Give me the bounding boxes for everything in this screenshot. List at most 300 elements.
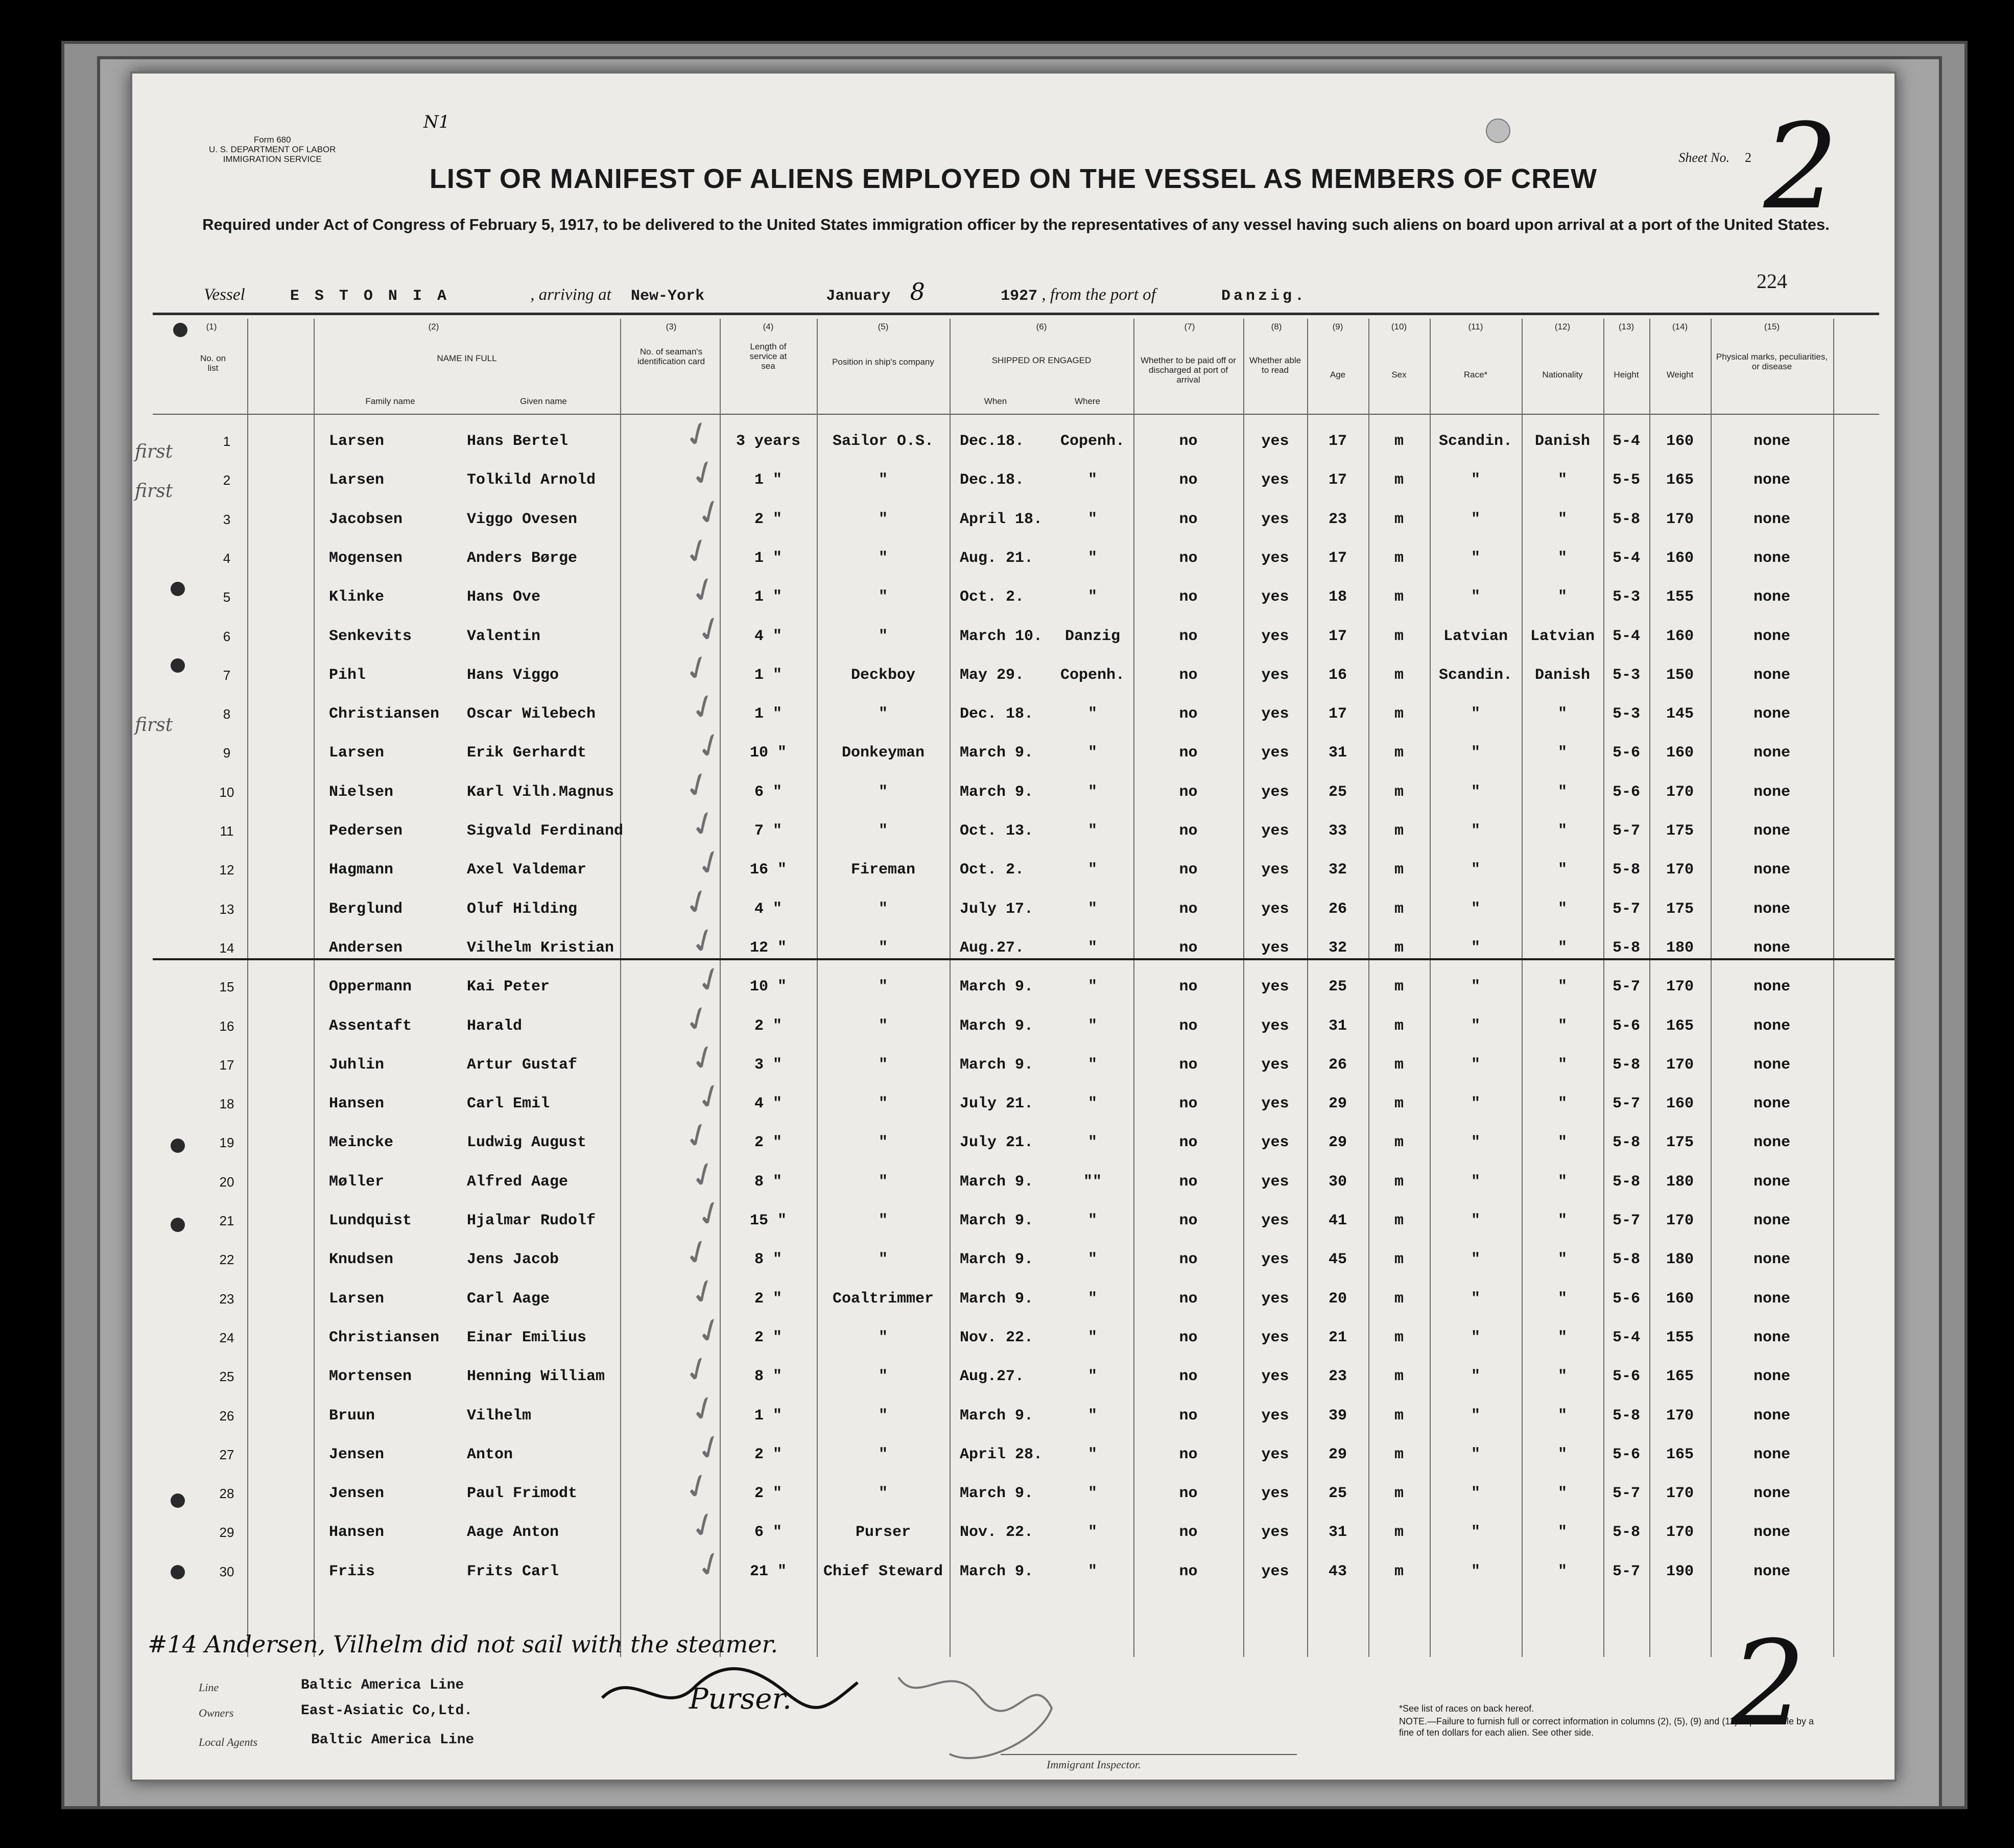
sex-cell: m [1394, 939, 1404, 957]
header-sex: Sex [1391, 370, 1407, 380]
sheet-number: 2 [1745, 150, 1751, 165]
given-name-cell: Artur Gustaf [467, 1056, 578, 1074]
check-mark: ✓ [690, 1308, 730, 1354]
nationality-cell: " [1557, 744, 1567, 762]
weight-cell: 190 [1666, 1562, 1694, 1580]
shipped-when-cell: April 28. [960, 1446, 1043, 1463]
given-name-cell: Sigvald Ferdinand [467, 822, 624, 840]
able-read-cell: yes [1261, 783, 1289, 801]
shipped-where-cell: " [1087, 978, 1097, 996]
shipped-where-cell: " [1087, 900, 1097, 918]
paid-off-cell: no [1179, 1446, 1198, 1463]
physical-cell: none [1753, 510, 1790, 528]
header-id-card: No. of seaman's identification card [637, 347, 705, 366]
punch-hole [171, 582, 185, 596]
race-cell: " [1471, 1173, 1480, 1191]
family-name-cell: Knudsen [329, 1251, 394, 1269]
check-mark: ✓ [690, 724, 730, 769]
height-cell: 5-8 [1612, 510, 1640, 528]
length-service-cell: 1 " [754, 549, 782, 567]
header-given-name: Given name [520, 396, 567, 406]
position-cell: " [878, 1446, 888, 1463]
row-number-cell: 23 [219, 1291, 234, 1307]
table-row [132, 1074, 1894, 1132]
shipped-where-cell: Copenh. [1060, 666, 1125, 684]
sex-cell: m [1394, 1329, 1404, 1346]
weight-cell: 170 [1666, 978, 1694, 996]
able-read-cell: yes [1261, 939, 1289, 957]
age-cell: 45 [1328, 1251, 1347, 1269]
form-identifier [209, 135, 336, 164]
check-mark: ✓ [678, 529, 718, 575]
sex-cell: m [1394, 1524, 1404, 1542]
given-name-cell: Henning William [467, 1368, 605, 1386]
race-cell: " [1471, 1251, 1480, 1269]
family-name-cell: Klinke [329, 588, 385, 606]
sex-cell: m [1394, 1095, 1404, 1113]
age-cell: 16 [1328, 666, 1347, 684]
margin-note-8: first [135, 715, 173, 736]
able-read-cell: yes [1261, 433, 1289, 450]
table-row [132, 412, 1894, 470]
row-number-cell: 30 [219, 1563, 234, 1579]
top-mark: N1 [423, 112, 450, 132]
able-read-cell: yes [1261, 1173, 1289, 1191]
check-mark: ✓ [690, 490, 730, 535]
race-cell: " [1471, 822, 1480, 840]
sex-cell: m [1394, 783, 1404, 801]
weight-cell: 160 [1666, 627, 1694, 645]
table-row [132, 997, 1894, 1055]
sex-cell: m [1394, 1485, 1404, 1503]
table-row [132, 1503, 1894, 1561]
paid-off-cell: no [1179, 1173, 1198, 1191]
age-cell: 32 [1328, 861, 1347, 879]
physical-cell: none [1753, 588, 1790, 606]
sex-cell: m [1394, 744, 1404, 762]
table-row [132, 567, 1894, 626]
able-read-cell: yes [1261, 1251, 1289, 1269]
physical-cell: none [1753, 744, 1790, 762]
length-service-cell: 1 " [754, 1407, 782, 1425]
length-service-cell: 4 " [754, 627, 782, 645]
given-name-cell: Valentin [467, 627, 541, 645]
race-cell: Scandin. [1438, 666, 1513, 684]
able-read-cell: yes [1261, 1017, 1289, 1035]
weight-cell: 160 [1666, 1290, 1694, 1308]
col-num-11: (11) [1468, 322, 1483, 331]
able-read-cell: yes [1261, 666, 1289, 684]
header-length-service: Length of service at sea [749, 342, 787, 371]
handwritten-sheet-number: 2 [1763, 99, 1838, 235]
page-subtitle: Required under Act of Congress of February 5, 1917, to be delivered to the United States immigration officer by the representatives of any vessel having such aliens on board upon arrival at a port of the United States. [202, 216, 1830, 233]
able-read-cell: yes [1261, 1134, 1289, 1152]
struck-row-line [153, 958, 1894, 960]
shipped-when-cell: March 9. [960, 744, 1034, 762]
weight-cell: 150 [1666, 666, 1694, 684]
position-cell: " [878, 705, 888, 723]
family-name-cell: Larsen [329, 433, 385, 450]
header-age: Age [1330, 370, 1346, 380]
shipped-where-cell: " [1087, 705, 1097, 723]
check-mark: ✓ [684, 567, 724, 613]
check-mark: ✓ [678, 646, 718, 692]
sex-cell: m [1394, 1134, 1404, 1152]
position-cell: Coaltrimmer [832, 1290, 934, 1308]
race-cell: " [1471, 1407, 1480, 1425]
row-number-cell: 28 [219, 1486, 234, 1502]
height-cell: 5-7 [1612, 1095, 1640, 1113]
physical-cell: none [1753, 1329, 1790, 1346]
weight-cell: 180 [1666, 939, 1694, 957]
table-row [132, 607, 1894, 665]
paid-off-cell: no [1179, 549, 1198, 567]
row-number-cell: 2 [223, 472, 231, 488]
able-read-cell: yes [1261, 588, 1289, 606]
age-cell: 31 [1328, 1524, 1347, 1542]
race-cell: " [1471, 1017, 1480, 1035]
length-service-cell: 3 " [754, 1056, 782, 1074]
race-cell: Scandin. [1438, 433, 1513, 450]
age-cell: 17 [1328, 471, 1347, 489]
position-cell: " [878, 627, 888, 645]
physical-cell: none [1753, 1173, 1790, 1191]
inspector-line [1001, 1754, 1297, 1755]
nationality-cell: " [1557, 588, 1567, 606]
punch-hole [171, 1139, 185, 1153]
header-paid-off: Whether to be paid off or discharged at port of arrival [1141, 356, 1236, 385]
shipped-where-cell: " [1087, 510, 1097, 528]
position-cell: " [878, 549, 888, 567]
position-cell: " [878, 1212, 888, 1229]
shipped-when-cell: July 21. [960, 1134, 1034, 1152]
nationality-cell: " [1557, 1446, 1567, 1463]
position-cell: " [878, 1056, 888, 1074]
age-cell: 17 [1328, 705, 1347, 723]
check-mark: ✓ [690, 1425, 730, 1471]
sex-cell: m [1394, 1017, 1404, 1035]
arriving-label: , arriving at [530, 286, 611, 304]
paid-off-cell: no [1179, 471, 1198, 489]
paid-off-cell: no [1179, 627, 1198, 645]
able-read-cell: yes [1261, 1056, 1289, 1074]
age-cell: 31 [1328, 1017, 1347, 1035]
table-row [132, 801, 1894, 860]
paid-off-cell: no [1179, 705, 1198, 723]
nationality-cell: " [1557, 1173, 1567, 1191]
shipped-when-cell: Nov. 22. [960, 1329, 1034, 1346]
row-number-cell: 11 [220, 823, 234, 839]
row-number-cell: 16 [219, 1018, 234, 1034]
shipped-when-cell: Oct. 2. [960, 588, 1025, 606]
paid-off-cell: no [1179, 1095, 1198, 1113]
height-cell: 5-8 [1612, 939, 1640, 957]
position-cell: Fireman [850, 861, 916, 879]
shipped-when-cell: Dec. 18. [960, 705, 1034, 723]
shipped-when-cell: March 9. [960, 1173, 1034, 1191]
able-read-cell: yes [1261, 549, 1289, 567]
weight-cell: 165 [1666, 1017, 1694, 1035]
position-cell: " [878, 1251, 888, 1269]
header-shipped: SHIPPED OR ENGAGED [991, 356, 1092, 365]
shipped-where-cell: " [1087, 1446, 1097, 1463]
header-position: Position in ship's company [832, 357, 934, 367]
given-name-cell: Vilhelm [467, 1407, 532, 1425]
check-mark: ✓ [684, 1269, 724, 1315]
given-name-cell: Oluf Hilding [467, 900, 578, 918]
paid-off-cell: no [1179, 1329, 1198, 1346]
row-number-cell: 6 [223, 628, 231, 644]
signature-scrawl [592, 1637, 1103, 1790]
col-num-12: (12) [1554, 322, 1571, 331]
row-number-cell: 25 [219, 1369, 234, 1385]
weight-cell: 175 [1666, 900, 1694, 918]
margin-note-1: first [135, 441, 173, 462]
check-mark: ✓ [690, 1542, 730, 1588]
able-read-cell: yes [1261, 1290, 1289, 1308]
length-service-cell: 4 " [754, 1095, 782, 1113]
check-mark: ✓ [684, 801, 724, 847]
physical-cell: none [1753, 471, 1790, 489]
position-cell: " [878, 1095, 888, 1113]
punch-hole [171, 658, 185, 673]
paid-off-cell: no [1179, 900, 1198, 918]
check-mark: ✓ [678, 1464, 718, 1510]
age-cell: 30 [1328, 1173, 1347, 1191]
header-able-read: Whether able to read [1249, 356, 1301, 375]
owners-label: Owners [199, 1707, 234, 1719]
height-cell: 5-4 [1612, 549, 1640, 567]
weight-cell: 180 [1666, 1251, 1694, 1269]
able-read-cell: yes [1261, 1095, 1289, 1113]
row-number-cell: 22 [219, 1252, 234, 1268]
physical-cell: none [1753, 1017, 1790, 1035]
shipped-when-cell: Aug.27. [960, 1368, 1025, 1386]
row-number-cell: 20 [219, 1174, 234, 1190]
sex-cell: m [1394, 433, 1404, 450]
punch-hole [171, 1218, 185, 1232]
position-cell: " [878, 1173, 888, 1191]
race-cell: " [1471, 900, 1480, 918]
length-service-cell: 10 " [749, 978, 787, 996]
check-mark: ✓ [684, 918, 724, 964]
given-name-cell: Kai Peter [467, 978, 550, 996]
family-name-cell: Pihl [329, 666, 366, 684]
vessel-line [204, 278, 1307, 305]
age-cell: 23 [1328, 1368, 1347, 1386]
family-name-cell: Christiansen [329, 1329, 440, 1346]
shipped-where-cell: " [1087, 1524, 1097, 1542]
col-num-5: (5) [878, 322, 889, 331]
length-service-cell: 1 " [754, 705, 782, 723]
given-name-cell: Harald [467, 1017, 523, 1035]
length-service-cell: 4 " [754, 900, 782, 918]
row-number-cell: 4 [223, 550, 231, 566]
length-service-cell: 2 " [754, 1017, 782, 1035]
family-name-cell: Pedersen [329, 822, 403, 840]
nationality-cell: " [1557, 549, 1567, 567]
given-name-cell: Jens Jacob [467, 1251, 559, 1269]
physical-cell: none [1753, 978, 1790, 996]
position-cell: " [878, 510, 888, 528]
length-service-cell: 7 " [754, 822, 782, 840]
race-cell: " [1471, 1134, 1480, 1152]
race-cell: " [1471, 705, 1480, 723]
check-mark: ✓ [678, 763, 718, 809]
given-name-cell: Karl Vilh.Magnus [467, 783, 614, 801]
table-row [132, 1113, 1894, 1171]
col-num-7: (7) [1184, 322, 1195, 331]
col-num-13: (13) [1618, 322, 1634, 331]
inspector-label: Immigrant Inspector. [1047, 1758, 1141, 1771]
paid-off-cell: no [1179, 822, 1198, 840]
height-cell: 5-3 [1612, 705, 1640, 723]
nationality-cell: " [1557, 822, 1567, 840]
shipped-where-cell: " [1087, 1056, 1097, 1074]
family-name-cell: Mortensen [329, 1368, 412, 1386]
shipped-when-cell: Dec.18. [960, 433, 1025, 450]
age-cell: 18 [1328, 588, 1347, 606]
race-cell: " [1471, 1446, 1480, 1463]
table-row [132, 1542, 1894, 1600]
sheet-label: Sheet No. [1678, 150, 1729, 165]
paid-off-cell: no [1179, 783, 1198, 801]
shipped-when-cell: March 9. [960, 1212, 1034, 1229]
nationality-cell: " [1557, 510, 1567, 528]
given-name-cell: Anton [467, 1446, 513, 1463]
sex-cell: m [1394, 588, 1404, 606]
check-mark: ✓ [684, 1035, 724, 1081]
races-note: *See list of races on back hereof. [1399, 1703, 1534, 1714]
race-cell: " [1471, 588, 1480, 606]
shipped-when-cell: March 9. [960, 1017, 1034, 1035]
shipped-when-cell: March 9. [960, 1562, 1034, 1580]
nationality-cell: Danish [1534, 666, 1591, 684]
row-number-cell: 5 [223, 589, 231, 605]
form-department: U. S. DEPARTMENT OF LABOR [209, 145, 336, 154]
row-number-cell: 17 [219, 1057, 234, 1073]
height-cell: 5-4 [1612, 433, 1640, 450]
shipped-where-cell: " [1087, 1134, 1097, 1152]
family-name-cell: Hagmann [329, 861, 394, 879]
length-service-cell: 2 " [754, 1134, 782, 1152]
handwritten-sheet-number-bottom: 2 [1731, 1616, 1806, 1752]
weight-cell: 160 [1666, 1095, 1694, 1113]
race-cell: " [1471, 783, 1480, 801]
nationality-cell: " [1557, 1212, 1567, 1229]
able-read-cell: yes [1261, 1562, 1289, 1580]
given-name-cell: Alfred Aage [467, 1173, 568, 1191]
shipped-where-cell: " [1087, 1407, 1097, 1425]
paid-off-cell: no [1179, 1134, 1198, 1152]
sex-cell: m [1394, 1251, 1404, 1269]
paid-off-cell: no [1179, 1017, 1198, 1035]
height-cell: 5-6 [1612, 1368, 1640, 1386]
physical-cell: none [1753, 627, 1790, 645]
family-name-cell: Senkevits [329, 627, 412, 645]
position-cell: Donkeyman [841, 744, 925, 762]
able-read-cell: yes [1261, 1329, 1289, 1346]
weight-cell: 170 [1666, 1407, 1694, 1425]
shipped-where-cell: Copenh. [1060, 433, 1125, 450]
sex-cell: m [1394, 471, 1404, 489]
length-service-cell: 8 " [754, 1173, 782, 1191]
able-read-cell: yes [1261, 1446, 1289, 1463]
page-title: LIST OR MANIFEST OF ALIENS EMPLOYED ON THE VESSEL AS MEMBERS OF CREW [429, 163, 1598, 194]
nationality-cell: " [1557, 1056, 1567, 1074]
paid-off-cell: no [1179, 1562, 1198, 1580]
length-service-cell: 10 " [749, 744, 787, 762]
position-cell: Sailor O.S. [832, 433, 934, 450]
position-cell: " [878, 1134, 888, 1152]
age-cell: 25 [1328, 783, 1347, 801]
punch-hole-top [1486, 119, 1510, 143]
height-cell: 5-7 [1612, 900, 1640, 918]
weight-cell: 160 [1666, 744, 1694, 762]
family-name-cell: Oppermann [329, 978, 412, 996]
table-row [132, 529, 1894, 587]
shipped-when-cell: Oct. 2. [960, 861, 1025, 879]
age-cell: 43 [1328, 1562, 1347, 1580]
physical-cell: none [1753, 1134, 1790, 1152]
shipped-where-cell: " [1087, 1562, 1097, 1580]
col-num-15: (15) [1764, 322, 1780, 331]
age-cell: 23 [1328, 510, 1347, 528]
nationality-cell: " [1557, 1407, 1567, 1425]
physical-cell: none [1753, 549, 1790, 567]
sex-cell: m [1394, 1212, 1404, 1229]
age-cell: 32 [1328, 939, 1347, 957]
length-service-cell: 6 " [754, 783, 782, 801]
shipped-when-cell: Oct. 13. [960, 822, 1034, 840]
sex-cell: m [1394, 549, 1404, 567]
height-cell: 5-7 [1612, 978, 1640, 996]
vessel-label: Vessel [204, 286, 245, 304]
shipped-where-cell: " [1087, 588, 1097, 606]
race-cell: " [1471, 1524, 1480, 1542]
row-number-cell: 1 [223, 434, 231, 449]
check-mark: ✓ [684, 451, 724, 496]
row-number-cell: 14 [219, 940, 234, 956]
race-cell: " [1471, 1290, 1480, 1308]
punch-hole [171, 1565, 185, 1579]
shipped-where-cell: " [1087, 822, 1097, 840]
col-num-10: (10) [1391, 322, 1407, 331]
shipped-where-cell: " [1087, 1212, 1097, 1229]
fine-note: NOTE.—Failure to furnish full or correct information in columns (2), (5), (9) and (11) is punishable by a fine of ten dollars for each alien. See other side. [1399, 1716, 1814, 1738]
age-cell: 25 [1328, 978, 1347, 996]
table-row [132, 880, 1894, 938]
row-number-cell: 24 [219, 1330, 234, 1345]
family-name-cell: Nielsen [329, 783, 394, 801]
from-port-label: , from the port of [1041, 286, 1156, 304]
race-cell: " [1471, 1056, 1480, 1074]
age-cell: 25 [1328, 1485, 1347, 1503]
physical-cell: none [1753, 666, 1790, 684]
race-cell: " [1471, 861, 1480, 879]
height-cell: 5-6 [1612, 1017, 1640, 1035]
weight-cell: 160 [1666, 433, 1694, 450]
nationality-cell: " [1557, 1368, 1567, 1386]
shipped-when-cell: March 9. [960, 978, 1034, 996]
nationality-cell: " [1557, 1095, 1567, 1113]
margin-note-2: first [135, 481, 173, 502]
length-service-cell: 2 " [754, 1446, 782, 1463]
race-cell: " [1471, 939, 1480, 957]
given-name-cell: Tolkild Arnold [467, 471, 596, 489]
able-read-cell: yes [1261, 1212, 1289, 1229]
family-name-cell: Hansen [329, 1524, 385, 1542]
